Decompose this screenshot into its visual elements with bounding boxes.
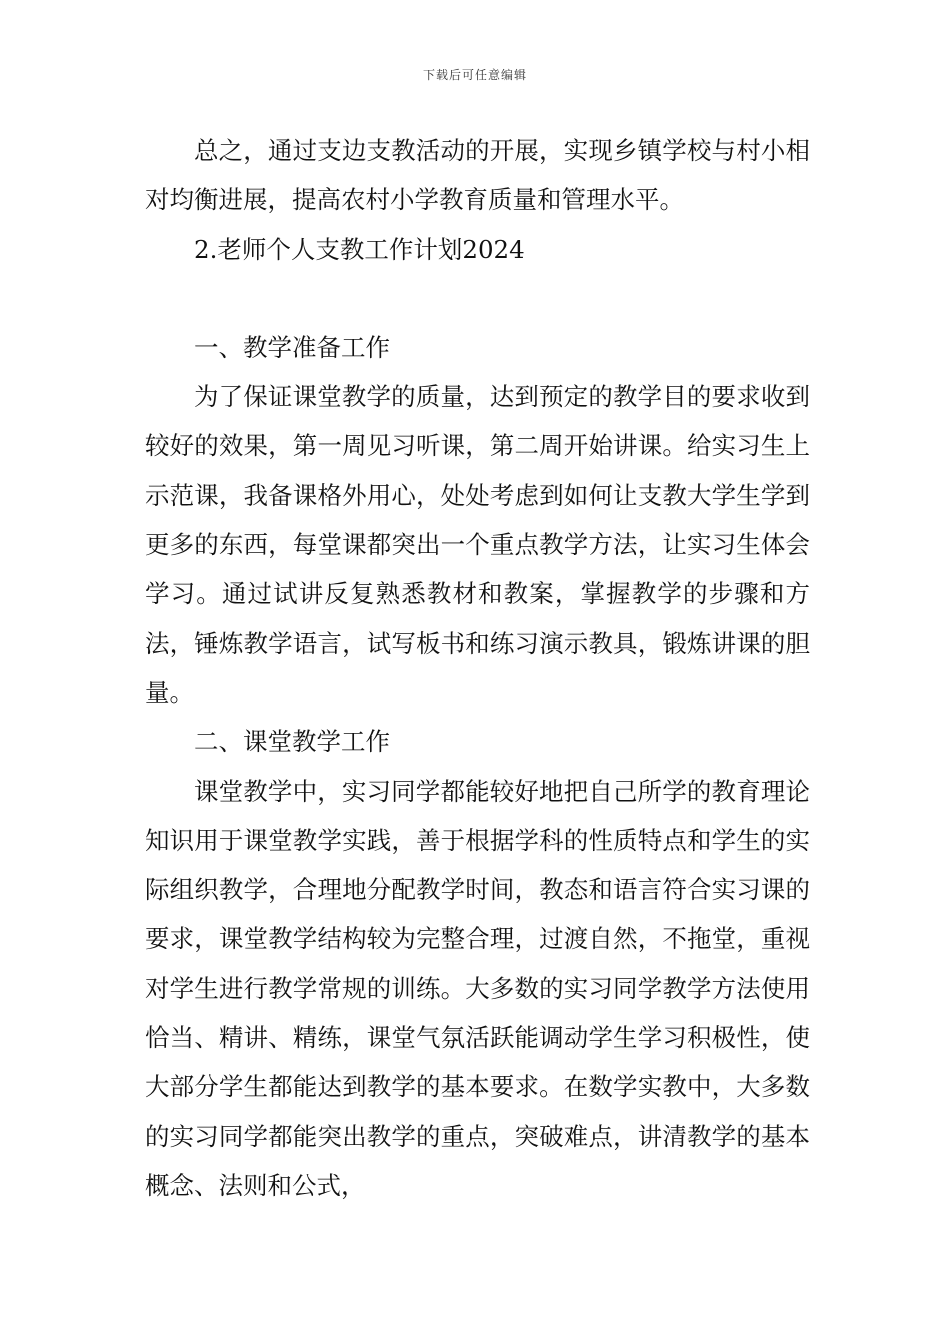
- section-title: 2.老师个人支教工作计划2024: [194, 234, 525, 264]
- section1-paragraph: 为了保证课堂教学的质量，达到预定的教学目的要求收到较好的效果，第一周见习听课，第二周开始讲课。给实习生上示范课，我备课格外用心，处处考虑到如何让支教大学生学到更多的东西，每堂课都突出一个重点教学方法，让实习生体会学习。通过试讲反复熟悉教材和教案，掌握教学的步骤和方法，锤炼教学语言，试写板书和练习演示教具，锻炼讲课的胆量。: [145, 382, 810, 707]
- page-header-note: 下载后可任意编辑: [422, 68, 527, 82]
- document-body: [145, 126, 810, 1210]
- section2-heading: 二、课堂教学工作: [194, 727, 390, 757]
- section1-heading: 一、教学准备工作: [194, 332, 390, 362]
- blank-line: [145, 274, 810, 323]
- closing-paragraph: 总之，通过支边支教活动的开展，实现乡镇学校与村小相对均衡进展，提高农村小学教育质量和管理水平。: [145, 136, 810, 215]
- section2-paragraph: 课堂教学中，实习同学都能较好地把自己所学的教育理论知识用于课堂教学实践，善于根据学科的性质特点和学生的实际组织教学，合理地分配教学时间，教态和语言符合实习课的要求，课堂教学结构较为完整合理，过渡自然，不拖堂，重视对学生进行教学常规的训练。大多数的实习同学教学方法使用恰当、精讲、精练，课堂气氛活跃能调动学生学习积极性，使大部分学生都能达到教学的基本要求。在数学实教中，大多数的实习同学都能突出教学的重点，突破难点，讲清教学的基本概念、法则和公式，: [145, 776, 810, 1200]
